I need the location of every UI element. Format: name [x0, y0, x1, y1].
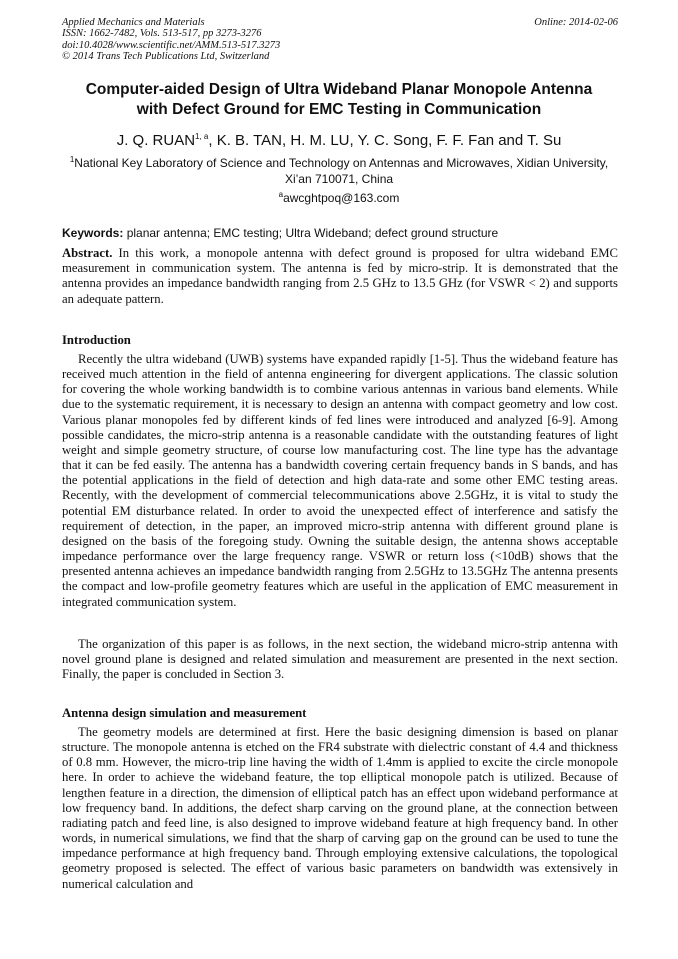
introduction-paragraph-2: The organization of this paper is as follows, in the next section, the wideband micro-strip antenna with novel ground plane is designed and related simulation and measurement are presented in the next section. Finally, the paper is concluded in Section 3.	[62, 637, 618, 682]
first-author: J. Q. RUAN	[116, 132, 196, 149]
author-email	[60, 190, 618, 206]
title-line-1: Computer-aided Design of Ultra Wideband Planar Monopole Antenna	[85, 81, 593, 98]
introduction-paragraph-1: Recently the ultra wideband (UWB) systems have expanded rapidly [1-5]. Thus the wideband feature has received much attention in the field of antenna engineering for divergent applications. The classic solution for covering the whole working bandwidth is to combine various antennas in various band elements. While due to the systematic requirement, it is necessary to design an antenna with compact geometry and low cost. Various planar monopoles fed by different kinds of fed lines were introduced and analyzed [6-9]. Among possible candidates, the micro-strip antenna is a reasonable candidate with the outstanding features of light weight and simple geometry structure, of course low manufacturing cost. The line type has the advantage that it can be fed easily. The antenna has a bandwidth covering certain frequency bands in S bands, and has the potential applications in the field of detection and high data-rate and some other EMC testing areas. Recently, with the development of commercial telecommunications above 2.5GHz, it is vital to study the potential EM disturbance related. In order to avoid the unexpected effect of interference and satisfy the requirement of detection, in the paper, an improved micro-strip antenna with different ground plane is designed on the basis of the foregoing study. Owning the suitable design, the antenna shows acceptable impedance performance over the large frequency range. VSWR or return loss (<10dB) shows that the presented antenna achieves an impedance bandwidth ranging from 2.5GHz to 13.5GHz The antenna presents the compact and low-profile geometry features which are useful in the application of EMC measurement in integrated communication system.	[62, 352, 618, 609]
journal-name: Applied Mechanics and Materials	[62, 17, 205, 28]
email-sup: a	[278, 190, 284, 199]
first-author-sup: 1, a	[195, 132, 209, 141]
copyright-line: © 2014 Trans Tech Publications Ltd, Switzerland	[62, 51, 270, 63]
keywords	[62, 226, 618, 241]
journal-header	[62, 17, 618, 63]
title-line-2: with Defect Ground for EMC Testing in Communication	[136, 101, 542, 118]
issn-line: ISSN: 1662-7482, Vols. 513-517, pp 3273-3276	[62, 28, 262, 40]
design-paragraph-1: The geometry models are determined at first. Here the basic designing dimension is based on planar structure. The monopole antenna is etched on the FR4 substrate with dielectric constant of 4.4 and thickness of 0.8 mm. However, the micro-trip line having the width of 1.4mm is applied to excite the circle monopole here. In order to achieve the wideband feature, the top elliptical monopole patch is utilized. Because of lengthen feature in a direction, the dimension of elliptical patch has an effect upon wideband performance at low frequency band. In additions, the defect sharp carving on the ground plane, at the connection between radiating patch and feed line, is also designed to improve wideband feature at high frequency band. In other words, in numerical simulations, we find that the sharp of carving gap on the ground can be used to tune the impedance performance at high frequency band. Through employing extensive calculations, the topological geometry proposed is selected. The effect of various basic parameters on bandwidth was extensively in numerical calculation and	[62, 725, 618, 891]
abstract	[62, 246, 618, 307]
online-date: Online: 2014-02-06	[534, 17, 618, 28]
affiliation-text: National Key Laboratory of Science and Technology on Antennas and Microwaves, Xidian University, Xi’an 710071, China	[74, 156, 609, 186]
keywords-label: Keywords:	[62, 226, 124, 240]
abstract-label: Abstract.	[62, 246, 113, 260]
section-heading-design: Antenna design simulation and measurement	[62, 706, 307, 720]
affiliation	[60, 155, 618, 187]
other-authors: , K. B. TAN, H. M. LU, Y. C. Song, F. F. Fan and T. Su	[208, 132, 562, 149]
doi-line: doi:10.4028/www.scientific.net/AMM.513-517.3273	[62, 39, 281, 51]
abstract-text: In this work, a monopole antenna with defect ground is proposed for ultra wideband EMC measurement in communication system. The antenna is fed by micro-strip. It is demonstrated that the antenna provides an impedance bandwidth ranging from 2.5 GHz to 13.5 GHz (for VSWR < 2) and supports an adequate pattern.	[62, 246, 618, 306]
paper-title	[40, 80, 638, 120]
affiliation-sup: 1	[69, 155, 75, 164]
author-list	[30, 132, 648, 150]
keywords-text: planar antenna; EMC testing; Ultra Wideband; defect ground structure	[123, 226, 499, 240]
email-text: awcghtpoq@163.com	[283, 191, 400, 205]
section-heading-introduction: Introduction	[62, 333, 131, 347]
